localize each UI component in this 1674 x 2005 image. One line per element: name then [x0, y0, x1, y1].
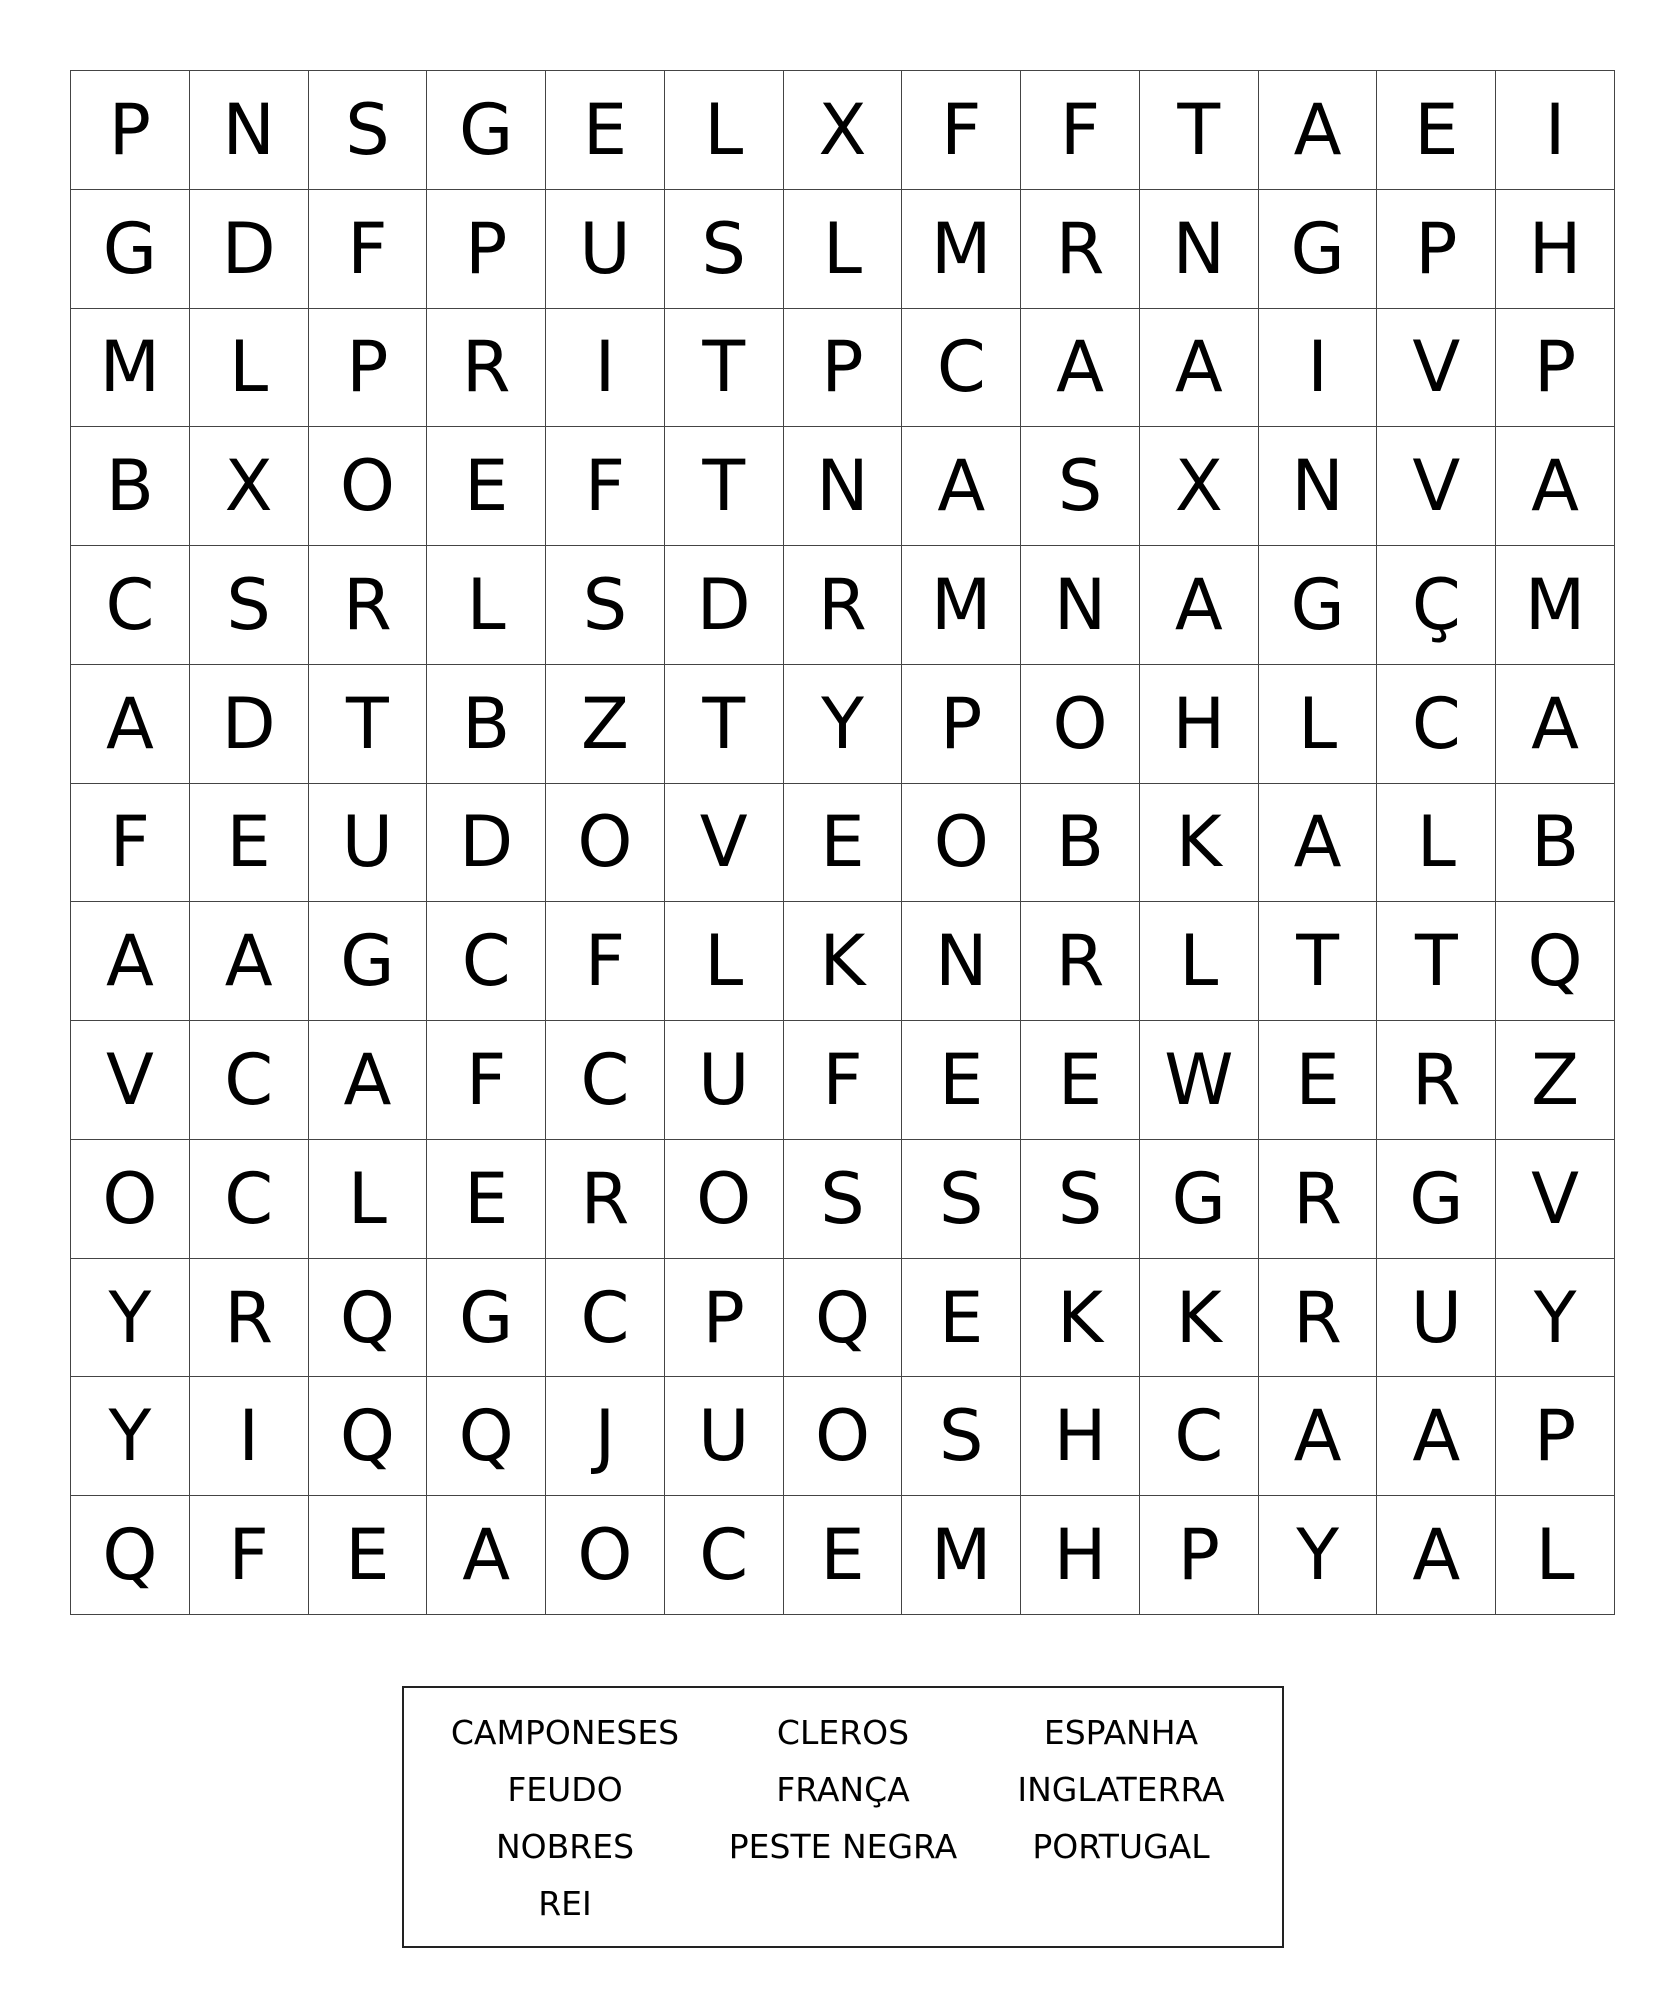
grid-cell[interactable]: O: [902, 784, 1021, 903]
grid-cell[interactable]: M: [1496, 546, 1615, 665]
grid-cell[interactable]: X: [784, 71, 903, 190]
grid-cell[interactable]: G: [71, 190, 190, 309]
grid-cell[interactable]: N: [1021, 546, 1140, 665]
grid-cell[interactable]: U: [665, 1021, 784, 1140]
grid-cell[interactable]: O: [546, 1496, 665, 1615]
grid-cell[interactable]: B: [1021, 784, 1140, 903]
grid-cell[interactable]: A: [1140, 309, 1259, 428]
grid-cell[interactable]: A: [1377, 1496, 1496, 1615]
grid-cell[interactable]: S: [784, 1140, 903, 1259]
grid-cell[interactable]: O: [71, 1140, 190, 1259]
grid-cell[interactable]: K: [1140, 784, 1259, 903]
grid-cell[interactable]: A: [190, 902, 309, 1021]
grid-cell[interactable]: S: [902, 1377, 1021, 1496]
grid-cell[interactable]: A: [1496, 665, 1615, 784]
grid-cell[interactable]: A: [1496, 427, 1615, 546]
grid-cell[interactable]: O: [665, 1140, 784, 1259]
grid-cell[interactable]: C: [902, 309, 1021, 428]
grid-cell[interactable]: E: [1259, 1021, 1378, 1140]
grid-cell[interactable]: G: [1259, 546, 1378, 665]
grid-cell[interactable]: Q: [427, 1377, 546, 1496]
grid-cell[interactable]: I: [190, 1377, 309, 1496]
grid-cell[interactable]: U: [1377, 1259, 1496, 1378]
grid-cell[interactable]: M: [902, 546, 1021, 665]
word-list-item: INGLATERRA: [1017, 1770, 1225, 1809]
grid-cell[interactable]: X: [190, 427, 309, 546]
grid-cell[interactable]: B: [427, 665, 546, 784]
grid-cell[interactable]: M: [71, 309, 190, 428]
grid-cell[interactable]: S: [902, 1140, 1021, 1259]
grid-cell[interactable]: H: [1021, 1377, 1140, 1496]
grid-cell[interactable]: R: [1259, 1140, 1378, 1259]
grid-cell[interactable]: A: [309, 1021, 428, 1140]
grid-cell[interactable]: C: [1140, 1377, 1259, 1496]
grid-cell[interactable]: C: [190, 1140, 309, 1259]
word-list-item: CAMPONESES: [450, 1713, 680, 1752]
grid-cell[interactable]: P: [902, 665, 1021, 784]
grid-cell[interactable]: N: [902, 902, 1021, 1021]
grid-cell[interactable]: K: [784, 902, 903, 1021]
grid-cell[interactable]: K: [1140, 1259, 1259, 1378]
grid-cell[interactable]: Z: [1496, 1021, 1615, 1140]
grid-cell[interactable]: L: [309, 1140, 428, 1259]
grid-cell[interactable]: R: [1259, 1259, 1378, 1378]
grid-cell[interactable]: P: [1140, 1496, 1259, 1615]
word-list-item: FEUDO: [507, 1770, 623, 1809]
grid-cell[interactable]: A: [902, 427, 1021, 546]
grid-cell[interactable]: A: [1140, 546, 1259, 665]
grid-cell[interactable]: Y: [71, 1377, 190, 1496]
grid-cell[interactable]: T: [309, 665, 428, 784]
grid-cell[interactable]: E: [190, 784, 309, 903]
grid-cell[interactable]: R: [1377, 1021, 1496, 1140]
grid-cell[interactable]: H: [1140, 665, 1259, 784]
grid-cell[interactable]: A: [1377, 1377, 1496, 1496]
grid-cell[interactable]: C: [546, 1021, 665, 1140]
grid-cell[interactable]: F: [784, 1021, 903, 1140]
grid-cell[interactable]: S: [665, 190, 784, 309]
grid-cell[interactable]: Ç: [1377, 546, 1496, 665]
grid-cell[interactable]: L: [190, 309, 309, 428]
grid-cell[interactable]: M: [902, 190, 1021, 309]
grid-cell[interactable]: A: [71, 665, 190, 784]
grid-cell[interactable]: A: [427, 1496, 546, 1615]
grid-cell[interactable]: Y: [71, 1259, 190, 1378]
grid-cell[interactable]: P: [71, 71, 190, 190]
grid-cell[interactable]: G: [1140, 1140, 1259, 1259]
grid-cell[interactable]: P: [1377, 190, 1496, 309]
word-list-item: REI: [538, 1884, 592, 1923]
grid-cell[interactable]: F: [427, 1021, 546, 1140]
word-list-box: [402, 1686, 1284, 1948]
grid-cell[interactable]: H: [1496, 190, 1615, 309]
grid-cell[interactable]: S: [1021, 427, 1140, 546]
grid-cell[interactable]: D: [190, 665, 309, 784]
grid-cell[interactable]: O: [309, 427, 428, 546]
grid-cell[interactable]: A: [1259, 71, 1378, 190]
grid-cell[interactable]: L: [1140, 902, 1259, 1021]
grid-cell[interactable]: V: [1496, 1140, 1615, 1259]
grid-cell[interactable]: L: [1496, 1496, 1615, 1615]
grid-cell[interactable]: Q: [309, 1259, 428, 1378]
grid-cell[interactable]: E: [902, 1259, 1021, 1378]
grid-cell[interactable]: A: [1259, 1377, 1378, 1496]
grid-cell[interactable]: O: [546, 784, 665, 903]
grid-cell[interactable]: L: [427, 546, 546, 665]
grid-cell[interactable]: E: [784, 784, 903, 903]
grid-cell[interactable]: T: [665, 665, 784, 784]
grid-cell[interactable]: F: [902, 71, 1021, 190]
grid-cell[interactable]: D: [665, 546, 784, 665]
grid-cell[interactable]: U: [309, 784, 428, 903]
grid-cell[interactable]: A: [1021, 309, 1140, 428]
grid-cell[interactable]: G: [309, 902, 428, 1021]
grid-cell[interactable]: P: [665, 1259, 784, 1378]
grid-cell[interactable]: R: [546, 1140, 665, 1259]
grid-cell[interactable]: Y: [1259, 1496, 1378, 1615]
grid-cell[interactable]: R: [309, 546, 428, 665]
grid-cell[interactable]: Z: [546, 665, 665, 784]
grid-cell[interactable]: E: [902, 1021, 1021, 1140]
word-list-item: CLEROS: [776, 1713, 910, 1752]
grid-cell[interactable]: R: [427, 309, 546, 428]
grid-cell[interactable]: T: [665, 427, 784, 546]
grid-cell[interactable]: N: [784, 427, 903, 546]
grid-cell[interactable]: F: [71, 784, 190, 903]
grid-cell[interactable]: M: [902, 1496, 1021, 1615]
grid-cell[interactable]: C: [190, 1021, 309, 1140]
grid-cell[interactable]: P: [427, 190, 546, 309]
grid-cell[interactable]: V: [1377, 427, 1496, 546]
grid-cell[interactable]: K: [1021, 1259, 1140, 1378]
grid-cell[interactable]: D: [427, 784, 546, 903]
grid-cell[interactable]: L: [1377, 784, 1496, 903]
grid-cell[interactable]: L: [665, 71, 784, 190]
word-search-grid: [70, 70, 1615, 1615]
grid-cell[interactable]: F: [190, 1496, 309, 1615]
grid-cell[interactable]: V: [71, 1021, 190, 1140]
word-list-item: FRANÇA: [776, 1770, 910, 1809]
word-list-item: NOBRES: [495, 1827, 635, 1866]
grid-cell[interactable]: A: [1259, 784, 1378, 903]
grid-cell[interactable]: G: [1377, 1140, 1496, 1259]
grid-cell[interactable]: C: [665, 1496, 784, 1615]
grid-cell[interactable]: Y: [1496, 1259, 1615, 1378]
grid-cell[interactable]: E: [427, 427, 546, 546]
grid-cell[interactable]: V: [665, 784, 784, 903]
grid-cell[interactable]: T: [1140, 71, 1259, 190]
grid-cell[interactable]: U: [665, 1377, 784, 1496]
grid-cell[interactable]: E: [784, 1496, 903, 1615]
grid-cell[interactable]: I: [546, 309, 665, 428]
grid-cell[interactable]: B: [1496, 784, 1615, 903]
grid-cell[interactable]: P: [309, 309, 428, 428]
grid-cell[interactable]: N: [1140, 190, 1259, 309]
grid-cell[interactable]: P: [784, 309, 903, 428]
grid-cell[interactable]: I: [1259, 309, 1378, 428]
grid-cell[interactable]: L: [1259, 665, 1378, 784]
grid-cell[interactable]: O: [784, 1377, 903, 1496]
grid-cell[interactable]: B: [71, 427, 190, 546]
grid-cell[interactable]: W: [1140, 1021, 1259, 1140]
grid-cell[interactable]: N: [190, 71, 309, 190]
grid-cell[interactable]: R: [1021, 902, 1140, 1021]
grid-cell[interactable]: E: [427, 1140, 546, 1259]
word-list-item: ESPANHA: [1043, 1713, 1199, 1752]
grid-cell[interactable]: L: [784, 190, 903, 309]
grid-cell[interactable]: V: [1377, 309, 1496, 428]
grid-cell[interactable]: Q: [784, 1259, 903, 1378]
grid-cell[interactable]: E: [1377, 71, 1496, 190]
grid-cell[interactable]: F: [546, 902, 665, 1021]
grid-cell[interactable]: S: [190, 546, 309, 665]
grid-cell[interactable]: R: [1021, 190, 1140, 309]
grid-cell[interactable]: R: [784, 546, 903, 665]
grid-cell[interactable]: E: [546, 71, 665, 190]
grid-cell[interactable]: T: [665, 309, 784, 428]
word-list-item: PESTE NEGRA: [728, 1827, 958, 1866]
grid-cell[interactable]: S: [1021, 1140, 1140, 1259]
grid-cell[interactable]: J: [546, 1377, 665, 1496]
grid-cell[interactable]: Y: [784, 665, 903, 784]
grid-cell[interactable]: H: [1021, 1496, 1140, 1615]
grid-cell[interactable]: Q: [309, 1377, 428, 1496]
grid-cell[interactable]: Q: [1496, 902, 1615, 1021]
grid-cell[interactable]: N: [1259, 427, 1378, 546]
grid-cell[interactable]: F: [309, 190, 428, 309]
grid-cell[interactable]: C: [71, 546, 190, 665]
grid-cell[interactable]: P: [1496, 309, 1615, 428]
grid-cell[interactable]: E: [309, 1496, 428, 1615]
grid-cell[interactable]: R: [190, 1259, 309, 1378]
grid-cell[interactable]: T: [1377, 902, 1496, 1021]
grid-cell[interactable]: S: [309, 71, 428, 190]
grid-cell[interactable]: L: [665, 902, 784, 1021]
grid-cell[interactable]: I: [1496, 71, 1615, 190]
grid-cell[interactable]: A: [71, 902, 190, 1021]
grid-cell[interactable]: C: [1377, 665, 1496, 784]
grid-cell[interactable]: G: [427, 71, 546, 190]
grid-cell[interactable]: U: [546, 190, 665, 309]
grid-cell[interactable]: G: [1259, 190, 1378, 309]
grid-cell[interactable]: P: [1496, 1377, 1615, 1496]
grid-cell[interactable]: F: [546, 427, 665, 546]
grid-cell[interactable]: E: [1021, 1021, 1140, 1140]
grid-cell[interactable]: Q: [71, 1496, 190, 1615]
word-list-item: PORTUGAL: [1032, 1827, 1210, 1866]
grid-cell[interactable]: X: [1140, 427, 1259, 546]
grid-cell[interactable]: D: [190, 190, 309, 309]
grid-cell[interactable]: C: [427, 902, 546, 1021]
grid-cell[interactable]: O: [1021, 665, 1140, 784]
grid-cell[interactable]: G: [427, 1259, 546, 1378]
grid-cell[interactable]: F: [1021, 71, 1140, 190]
grid-cell[interactable]: T: [1259, 902, 1378, 1021]
grid-cell[interactable]: S: [546, 546, 665, 665]
grid-cell[interactable]: C: [546, 1259, 665, 1378]
